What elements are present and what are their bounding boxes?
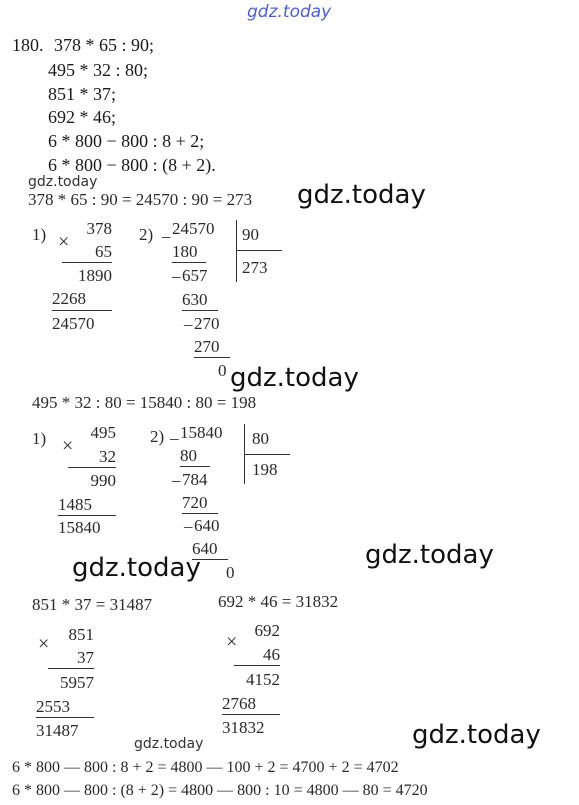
division-bar [236, 220, 237, 282]
task-number: 180. [12, 35, 44, 55]
equation-1: 378 * 65 : 90 = 24570 : 90 = 273 [28, 190, 253, 209]
equation-2: 495 * 32 : 80 = 15840 : 80 = 198 [32, 393, 257, 412]
product-result: 31487 [36, 721, 79, 740]
divisor: 90 [242, 225, 259, 244]
rule [244, 454, 290, 455]
watermark-main: gdz.today [230, 363, 359, 393]
equation-4: 692 * 46 = 31832 [218, 592, 339, 611]
step-label: 2) [139, 225, 154, 244]
minus-sign: _ [184, 309, 193, 328]
task-line: 6 * 800 − 800 : (8 + 2). [48, 155, 216, 175]
partial-product: 2268 [52, 289, 86, 308]
division-step: 270 [194, 314, 220, 333]
watermark-main: gdz.today [72, 553, 201, 583]
partial-product: 4152 [246, 670, 280, 689]
watermark-main: gdz.today [412, 720, 541, 750]
multiplier: 32 [99, 447, 116, 466]
multiplicand: 692 [254, 621, 280, 640]
multiplier: 65 [95, 242, 112, 261]
task-line: 692 * 46; [48, 107, 117, 127]
minus-sign: _ [162, 221, 171, 240]
dividend: 15840 [180, 423, 223, 442]
remainder: 0 [226, 563, 235, 582]
multiplicand: 495 [90, 423, 116, 442]
minus-sign: _ [172, 261, 181, 280]
rule [68, 467, 116, 468]
rule [234, 665, 280, 666]
quotient: 198 [252, 460, 278, 479]
partial-product: 2553 [36, 697, 70, 716]
rule [48, 668, 94, 669]
division-step: 784 [182, 470, 208, 489]
final-line: 6 * 800 — 800 : (8 + 2) = 4800 — 800 : 10 = 4800 — 80 = 4720 [12, 782, 428, 799]
minus-sign: _ [172, 465, 181, 484]
multiply-sign: × [62, 435, 74, 457]
final-line: 6 * 800 — 800 : 8 + 2 = 4800 — 100 + 2 = 4700 + 2 = 4702 [12, 759, 399, 776]
multiplier: 46 [263, 645, 280, 664]
remainder: 0 [218, 361, 227, 380]
rule [222, 714, 280, 715]
task-line: 378 * 65 : 90; [54, 35, 155, 55]
multiplier: 37 [77, 648, 94, 667]
division-step: 270 [194, 337, 220, 356]
product-result: 24570 [52, 314, 95, 333]
task-line: 495 * 32 : 80; [48, 60, 149, 80]
partial-product: 5957 [60, 673, 94, 692]
division-step: 640 [194, 516, 220, 535]
multiply-sign: × [226, 631, 238, 653]
step-label: 2) [150, 427, 165, 446]
step-label: 1) [32, 429, 47, 448]
multiply-sign: × [38, 633, 50, 655]
divisor: 80 [252, 429, 269, 448]
product-result: 31832 [222, 718, 265, 737]
step-label: 1) [32, 225, 47, 244]
partial-product: 2768 [222, 694, 256, 713]
rule [194, 357, 230, 358]
rule [236, 250, 282, 251]
partial-product: 1485 [58, 495, 92, 514]
minus-sign: _ [170, 423, 179, 442]
division-step: 80 [180, 446, 197, 465]
task-line: 851 * 37; [48, 84, 117, 104]
division-step: 720 [182, 493, 208, 512]
minus-sign: _ [184, 511, 193, 530]
watermark-top: gdz.today [247, 2, 332, 22]
partial-product: 1890 [78, 266, 112, 285]
watermark-main: gdz.today [297, 180, 426, 210]
multiplicand: 378 [86, 219, 112, 238]
division-step: 630 [182, 290, 208, 309]
division-step: 180 [172, 242, 198, 261]
watermark-small: gdz.today [134, 736, 204, 752]
multiply-sign: × [58, 231, 70, 253]
watermark-main: gdz.today [365, 540, 494, 570]
division-step: 640 [192, 539, 218, 558]
product-result: 15840 [58, 518, 101, 537]
multiplicand: 851 [68, 625, 94, 644]
rule [52, 310, 112, 311]
quotient: 273 [242, 258, 268, 277]
equation-3: 851 * 37 = 31487 [32, 595, 153, 614]
dividend: 24570 [172, 219, 215, 238]
rule [36, 717, 94, 718]
task-line: 6 * 800 − 800 : 8 + 2; [48, 131, 205, 151]
watermark-small: gdz.today [28, 174, 98, 190]
rule [62, 262, 112, 263]
rule [58, 515, 116, 516]
rule [180, 466, 210, 467]
partial-product: 990 [90, 471, 116, 490]
division-step: 657 [182, 266, 208, 285]
